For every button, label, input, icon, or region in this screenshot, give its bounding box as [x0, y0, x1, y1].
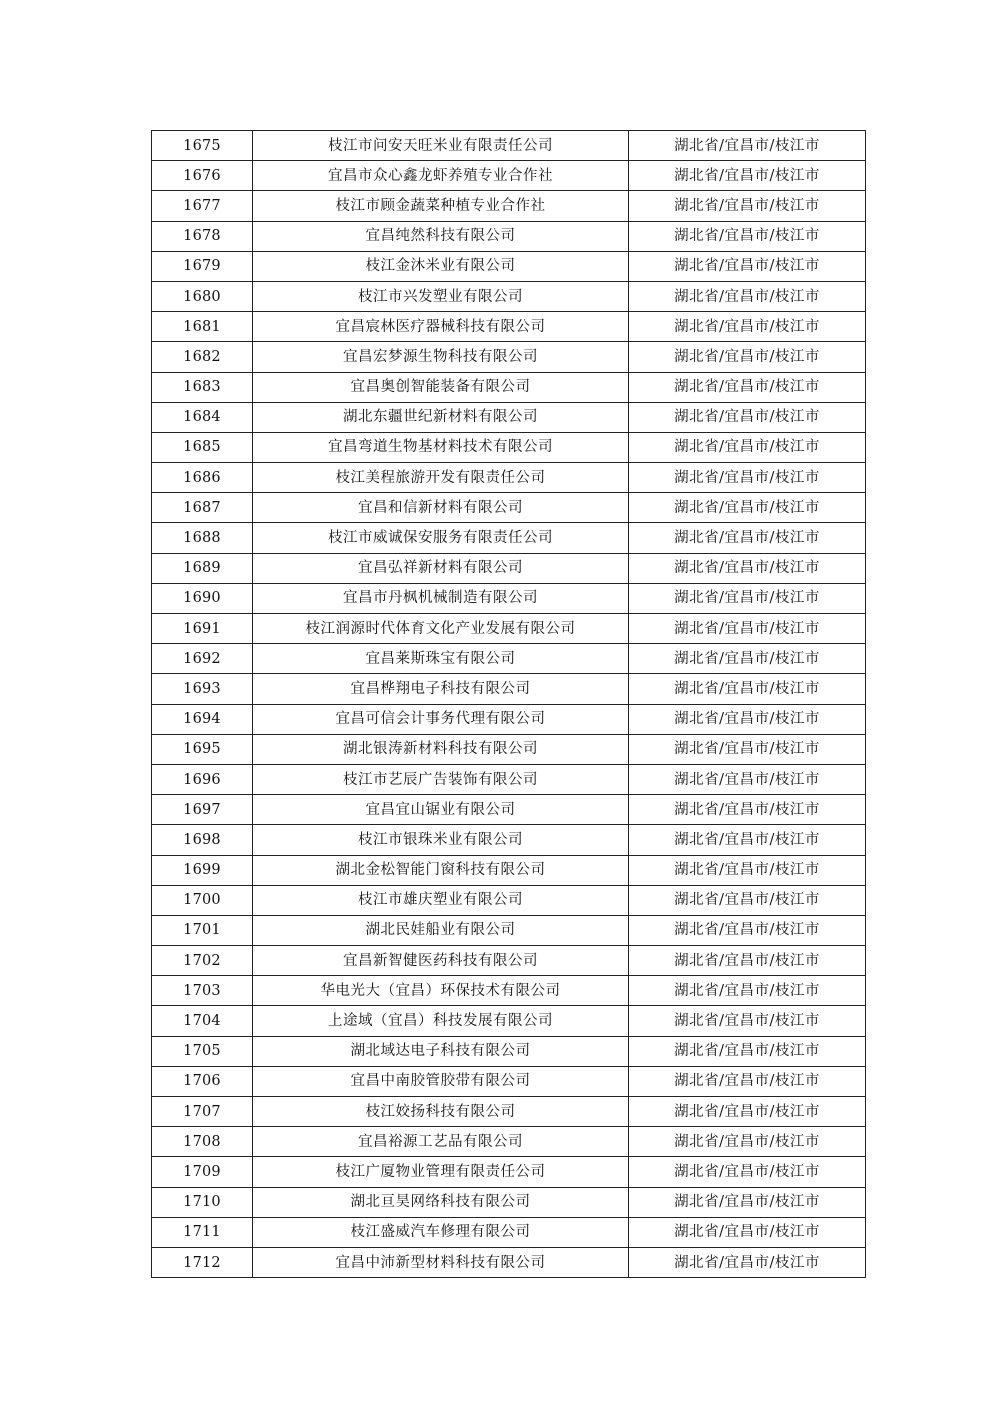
company-name: 宜昌新智健医药科技有限公司: [253, 946, 629, 976]
company-name: 宜昌可信会计事务代理有限公司: [253, 704, 629, 734]
company-name: 枝江盛威汽车修理有限公司: [253, 1217, 629, 1247]
company-name: 湖北金松智能门窗科技有限公司: [253, 855, 629, 885]
row-number: 1684: [152, 402, 253, 432]
row-number: 1677: [152, 191, 253, 221]
row-number: 1678: [152, 221, 253, 251]
row-number: 1679: [152, 251, 253, 281]
enterprise-table: [151, 130, 866, 1278]
row-number: 1706: [152, 1066, 253, 1096]
row-number: 1696: [152, 764, 253, 794]
region-path: 湖北省/宜昌市/枝江市: [629, 885, 866, 915]
row-number: 1704: [152, 1006, 253, 1036]
table-row: [152, 614, 866, 644]
row-number: 1695: [152, 734, 253, 764]
company-name: 宜昌纯然科技有限公司: [253, 221, 629, 251]
region-path: 湖北省/宜昌市/枝江市: [629, 221, 866, 251]
table-row: [152, 1036, 866, 1066]
table-row: [152, 553, 866, 583]
region-path: 湖北省/宜昌市/枝江市: [629, 463, 866, 493]
row-number: 1702: [152, 946, 253, 976]
row-number: 1700: [152, 885, 253, 915]
row-number: 1694: [152, 704, 253, 734]
table-row: [152, 1006, 866, 1036]
region-path: 湖北省/宜昌市/枝江市: [629, 1217, 866, 1247]
table-body: [152, 131, 866, 1278]
company-name: 上途域（宜昌）科技发展有限公司: [253, 1006, 629, 1036]
table-row: [152, 281, 866, 311]
region-path: 湖北省/宜昌市/枝江市: [629, 372, 866, 402]
company-name: 枝江市顾金蔬菜种植专业合作社: [253, 191, 629, 221]
company-name: 枝江市兴发塑业有限公司: [253, 281, 629, 311]
row-number: 1711: [152, 1217, 253, 1247]
company-name: 枝江广厦物业管理有限责任公司: [253, 1157, 629, 1187]
table-row: [152, 251, 866, 281]
company-name: 湖北民娃船业有限公司: [253, 915, 629, 945]
row-number: 1705: [152, 1036, 253, 1066]
region-path: 湖北省/宜昌市/枝江市: [629, 915, 866, 945]
company-name: 枝江市雄庆塑业有限公司: [253, 885, 629, 915]
row-number: 1690: [152, 583, 253, 613]
row-number: 1682: [152, 342, 253, 372]
row-number: 1676: [152, 161, 253, 191]
region-path: 湖北省/宜昌市/枝江市: [629, 402, 866, 432]
region-path: 湖北省/宜昌市/枝江市: [629, 191, 866, 221]
table-row: [152, 493, 866, 523]
table-row: [152, 976, 866, 1006]
table-row: [152, 1247, 866, 1277]
region-path: 湖北省/宜昌市/枝江市: [629, 553, 866, 583]
row-number: 1681: [152, 312, 253, 342]
table-row: [152, 1187, 866, 1217]
table-row: [152, 221, 866, 251]
region-path: 湖北省/宜昌市/枝江市: [629, 161, 866, 191]
company-name: 枝江金沐米业有限公司: [253, 251, 629, 281]
table-row: [152, 372, 866, 402]
region-path: 湖北省/宜昌市/枝江市: [629, 281, 866, 311]
region-path: 湖北省/宜昌市/枝江市: [629, 946, 866, 976]
region-path: 湖北省/宜昌市/枝江市: [629, 704, 866, 734]
table-row: [152, 342, 866, 372]
table-row: [152, 432, 866, 462]
row-number: 1687: [152, 493, 253, 523]
company-name: 枝江市问安天旺米业有限责任公司: [253, 131, 629, 161]
region-path: 湖北省/宜昌市/枝江市: [629, 493, 866, 523]
table-row: [152, 312, 866, 342]
table-row: [152, 825, 866, 855]
region-path: 湖北省/宜昌市/枝江市: [629, 583, 866, 613]
company-name: 枝江市艺辰广告装饰有限公司: [253, 764, 629, 794]
row-number: 1708: [152, 1127, 253, 1157]
company-name: 宜昌市众心鑫龙虾养殖专业合作社: [253, 161, 629, 191]
company-name: 宜昌弘祥新材料有限公司: [253, 553, 629, 583]
table-row: [152, 523, 866, 553]
region-path: 湖北省/宜昌市/枝江市: [629, 674, 866, 704]
region-path: 湖北省/宜昌市/枝江市: [629, 644, 866, 674]
company-name: 枝江市银珠米业有限公司: [253, 825, 629, 855]
row-number: 1680: [152, 281, 253, 311]
company-name: 湖北亘昊网络科技有限公司: [253, 1187, 629, 1217]
region-path: 湖北省/宜昌市/枝江市: [629, 342, 866, 372]
region-path: 湖北省/宜昌市/枝江市: [629, 432, 866, 462]
company-name: 宜昌宏梦源生物科技有限公司: [253, 342, 629, 372]
table-row: [152, 402, 866, 432]
row-number: 1703: [152, 976, 253, 1006]
row-number: 1683: [152, 372, 253, 402]
region-path: 湖北省/宜昌市/枝江市: [629, 251, 866, 281]
company-name: 枝江润源时代体育文化产业发展有限公司: [253, 614, 629, 644]
company-name: 宜昌和信新材料有限公司: [253, 493, 629, 523]
region-path: 湖北省/宜昌市/枝江市: [629, 312, 866, 342]
table-row: [152, 795, 866, 825]
region-path: 湖北省/宜昌市/枝江市: [629, 855, 866, 885]
company-name: 枝江美程旅游开发有限责任公司: [253, 463, 629, 493]
table-row: [152, 161, 866, 191]
company-name: 湖北域达电子科技有限公司: [253, 1036, 629, 1066]
row-number: 1707: [152, 1097, 253, 1127]
region-path: 湖北省/宜昌市/枝江市: [629, 764, 866, 794]
row-number: 1712: [152, 1247, 253, 1277]
table-row: [152, 674, 866, 704]
company-name: 湖北银涛新材料科技有限公司: [253, 734, 629, 764]
region-path: 湖北省/宜昌市/枝江市: [629, 1157, 866, 1187]
region-path: 湖北省/宜昌市/枝江市: [629, 614, 866, 644]
table-row: [152, 583, 866, 613]
row-number: 1693: [152, 674, 253, 704]
row-number: 1685: [152, 432, 253, 462]
region-path: 湖北省/宜昌市/枝江市: [629, 1247, 866, 1277]
table-row: [152, 131, 866, 161]
table-row: [152, 764, 866, 794]
region-path: 湖北省/宜昌市/枝江市: [629, 1127, 866, 1157]
table-row: [152, 946, 866, 976]
company-name: 华电光大（宜昌）环保技术有限公司: [253, 976, 629, 1006]
table-row: [152, 1127, 866, 1157]
row-number: 1692: [152, 644, 253, 674]
region-path: 湖北省/宜昌市/枝江市: [629, 734, 866, 764]
region-path: 湖北省/宜昌市/枝江市: [629, 131, 866, 161]
company-name: 宜昌宜山锯业有限公司: [253, 795, 629, 825]
row-number: 1710: [152, 1187, 253, 1217]
row-number: 1688: [152, 523, 253, 553]
row-number: 1697: [152, 795, 253, 825]
company-name: 宜昌奥创智能装备有限公司: [253, 372, 629, 402]
table-row: [152, 1157, 866, 1187]
table-row: [152, 734, 866, 764]
row-number: 1699: [152, 855, 253, 885]
table-row: [152, 885, 866, 915]
row-number: 1689: [152, 553, 253, 583]
region-path: 湖北省/宜昌市/枝江市: [629, 1006, 866, 1036]
region-path: 湖北省/宜昌市/枝江市: [629, 976, 866, 1006]
table-row: [152, 704, 866, 734]
table-row: [152, 644, 866, 674]
row-number: 1691: [152, 614, 253, 644]
region-path: 湖北省/宜昌市/枝江市: [629, 1097, 866, 1127]
row-number: 1709: [152, 1157, 253, 1187]
row-number: 1686: [152, 463, 253, 493]
company-name: 枝江姣扬科技有限公司: [253, 1097, 629, 1127]
row-number: 1701: [152, 915, 253, 945]
company-name: 宜昌弯道生物基材料技术有限公司: [253, 432, 629, 462]
table-row: [152, 855, 866, 885]
table-row: [152, 463, 866, 493]
table-row: [152, 191, 866, 221]
company-name: 宜昌莱斯珠宝有限公司: [253, 644, 629, 674]
company-name: 宜昌宸林医疗器械科技有限公司: [253, 312, 629, 342]
company-name: 宜昌中沛新型材料科技有限公司: [253, 1247, 629, 1277]
company-name: 宜昌裕源工艺品有限公司: [253, 1127, 629, 1157]
table-row: [152, 1217, 866, 1247]
row-number: 1675: [152, 131, 253, 161]
region-path: 湖北省/宜昌市/枝江市: [629, 1036, 866, 1066]
table-row: [152, 915, 866, 945]
region-path: 湖北省/宜昌市/枝江市: [629, 825, 866, 855]
row-number: 1698: [152, 825, 253, 855]
table-row: [152, 1097, 866, 1127]
region-path: 湖北省/宜昌市/枝江市: [629, 523, 866, 553]
region-path: 湖北省/宜昌市/枝江市: [629, 1187, 866, 1217]
table-row: [152, 1066, 866, 1096]
company-name: 枝江市威诚保安服务有限责任公司: [253, 523, 629, 553]
company-name: 宜昌市丹枫机械制造有限公司: [253, 583, 629, 613]
company-name: 宜昌桦翔电子科技有限公司: [253, 674, 629, 704]
company-name: 湖北东疆世纪新材料有限公司: [253, 402, 629, 432]
region-path: 湖北省/宜昌市/枝江市: [629, 1066, 866, 1096]
region-path: 湖北省/宜昌市/枝江市: [629, 795, 866, 825]
company-name: 宜昌中南胶管胶带有限公司: [253, 1066, 629, 1096]
